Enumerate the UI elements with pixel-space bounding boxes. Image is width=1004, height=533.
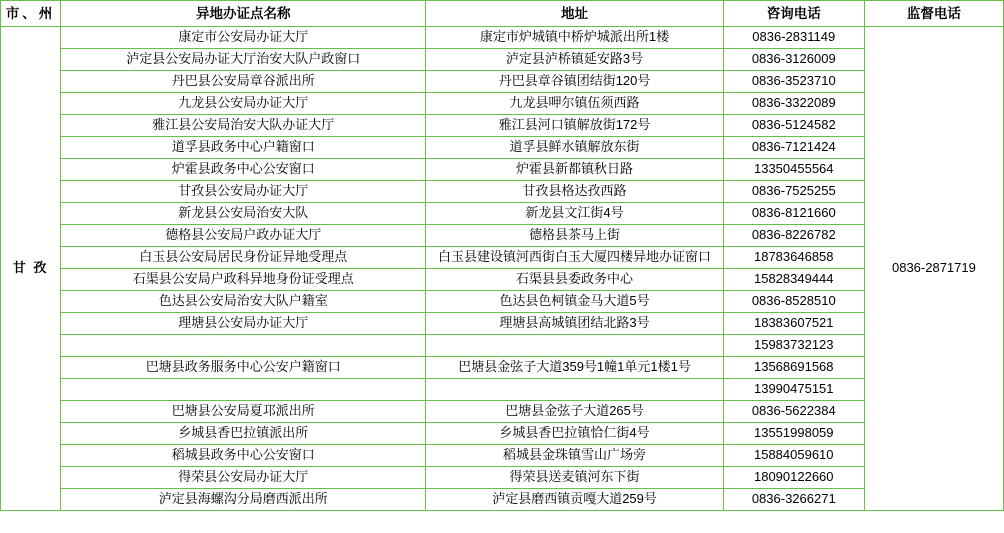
header-phone: 咨询电话 <box>723 1 864 27</box>
cell-name <box>61 335 426 357</box>
cell-phone: 0836-2831149 <box>723 27 864 49</box>
table-row <box>1 357 1004 379</box>
cell-phone: 0836-3322089 <box>723 93 864 115</box>
table-row <box>1 423 1004 445</box>
header-supervise: 监督电话 <box>864 1 1003 27</box>
table-row <box>1 71 1004 93</box>
table-row <box>1 467 1004 489</box>
cell-phone: 0836-3523710 <box>723 71 864 93</box>
cell-phone: 13551998059 <box>723 423 864 445</box>
cell-name: 白玉县公安局居民身份证异地受理点 <box>61 247 426 269</box>
table-header-row <box>1 1 1004 27</box>
cell-name: 新龙县公安局治安大队 <box>61 203 426 225</box>
table-row <box>1 313 1004 335</box>
cell-address: 新龙县文江街4号 <box>426 203 723 225</box>
cell-address: 康定市炉城镇中桥炉城派出所1楼 <box>426 27 723 49</box>
cell-address: 九龙县呷尔镇伍须西路 <box>426 93 723 115</box>
cell-phone: 0836-8528510 <box>723 291 864 313</box>
cell-phone: 13990475151 <box>723 379 864 401</box>
header-name: 异地办证点名称 <box>61 1 426 27</box>
table-body <box>1 1 1004 511</box>
cell-name <box>61 379 426 401</box>
cell-name: 泸定县海螺沟分局磨西派出所 <box>61 489 426 511</box>
table-row <box>1 93 1004 115</box>
cell-address: 白玉县建设镇河西街白玉大厦四楼异地办证窗口 <box>426 247 723 269</box>
cell-phone: 0836-5622384 <box>723 401 864 423</box>
cell-name: 雅江县公安局治安大队办证大厅 <box>61 115 426 137</box>
table-row <box>1 49 1004 71</box>
cell-address: 丹巴县章谷镇团结街120号 <box>426 71 723 93</box>
cell-name: 巴塘县政务服务中心公安户籍窗口 <box>61 357 426 379</box>
cell-phone: 13350455564 <box>723 159 864 181</box>
cell-name: 稻城县政务中心公安窗口 <box>61 445 426 467</box>
header-region: 市、州 <box>1 1 61 27</box>
cell-name: 得荣县公安局办证大厅 <box>61 467 426 489</box>
cell-name: 甘孜县公安局办证大厅 <box>61 181 426 203</box>
cell-phone: 0836-7525255 <box>723 181 864 203</box>
cell-name: 丹巴县公安局章谷派出所 <box>61 71 426 93</box>
table-row <box>1 137 1004 159</box>
cell-phone: 15983732123 <box>723 335 864 357</box>
table-row <box>1 181 1004 203</box>
cell-name: 炉霍县政务中心公安窗口 <box>61 159 426 181</box>
cell-address: 雅江县河口镇解放街172号 <box>426 115 723 137</box>
table-row <box>1 159 1004 181</box>
cell-name: 康定市公安局办证大厅 <box>61 27 426 49</box>
table-row <box>1 27 1004 49</box>
cell-name: 巴塘县公安局夏邛派出所 <box>61 401 426 423</box>
cell-phone: 13568691568 <box>723 357 864 379</box>
cell-address: 炉霍县新都镇秋日路 <box>426 159 723 181</box>
region-cell-ganzi: 甘 孜 <box>1 27 61 511</box>
cell-address: 理塘县高城镇团结北路3号 <box>426 313 723 335</box>
cell-name: 德格县公安局户政办证大厅 <box>61 225 426 247</box>
cell-phone: 18383607521 <box>723 313 864 335</box>
cell-phone: 18783646858 <box>723 247 864 269</box>
cell-address: 泸定县泸桥镇延安路3号 <box>426 49 723 71</box>
cell-address: 得荣县送麦镇河东下街 <box>426 467 723 489</box>
cell-phone: 0836-3126009 <box>723 49 864 71</box>
cell-phone: 15884059610 <box>723 445 864 467</box>
table-row <box>1 401 1004 423</box>
table-row <box>1 115 1004 137</box>
cell-name: 九龙县公安局办证大厅 <box>61 93 426 115</box>
table-row <box>1 269 1004 291</box>
cell-address: 甘孜县格达孜西路 <box>426 181 723 203</box>
table-row <box>1 291 1004 313</box>
cell-phone: 15828349444 <box>723 269 864 291</box>
table-row <box>1 203 1004 225</box>
table-row <box>1 225 1004 247</box>
cell-address: 稻城县金珠镇雪山广场旁 <box>426 445 723 467</box>
cell-phone: 0836-8226782 <box>723 225 864 247</box>
cell-address: 色达县色柯镇金马大道5号 <box>426 291 723 313</box>
table-row <box>1 247 1004 269</box>
cell-address: 巴塘县金弦子大道265号 <box>426 401 723 423</box>
cell-name: 乡城县香巴拉镇派出所 <box>61 423 426 445</box>
cell-address: 道孚县鲜水镇解放东街 <box>426 137 723 159</box>
cell-name: 理塘县公安局办证大厅 <box>61 313 426 335</box>
cell-name: 色达县公安局治安大队户籍室 <box>61 291 426 313</box>
table-row <box>1 489 1004 511</box>
cell-address <box>426 335 723 357</box>
cell-address: 石渠县县委政务中心 <box>426 269 723 291</box>
cell-phone: 0836-8121660 <box>723 203 864 225</box>
cell-name: 石渠县公安局户政科异地身份证受理点 <box>61 269 426 291</box>
cell-supervise: 0836-2871719 <box>864 27 1003 511</box>
cell-address: 巴塘县金弦子大道359号1幢1单元1楼1号 <box>426 357 723 379</box>
cell-address: 泸定县磨西镇贡嘎大道259号 <box>426 489 723 511</box>
cell-name: 泸定县公安局办证大厅治安大队户政窗口 <box>61 49 426 71</box>
table-row <box>1 445 1004 467</box>
header-address: 地址 <box>426 1 723 27</box>
table-row <box>1 335 1004 357</box>
cell-phone: 0836-5124582 <box>723 115 864 137</box>
cell-address <box>426 379 723 401</box>
cell-address: 乡城县香巴拉镇恰仁街4号 <box>426 423 723 445</box>
cell-address: 德格县茶马上街 <box>426 225 723 247</box>
cell-name: 道孚县政务中心户籍窗口 <box>61 137 426 159</box>
cell-phone: 18090122660 <box>723 467 864 489</box>
cell-phone: 0836-3266271 <box>723 489 864 511</box>
cell-phone: 0836-7121424 <box>723 137 864 159</box>
table-row <box>1 379 1004 401</box>
